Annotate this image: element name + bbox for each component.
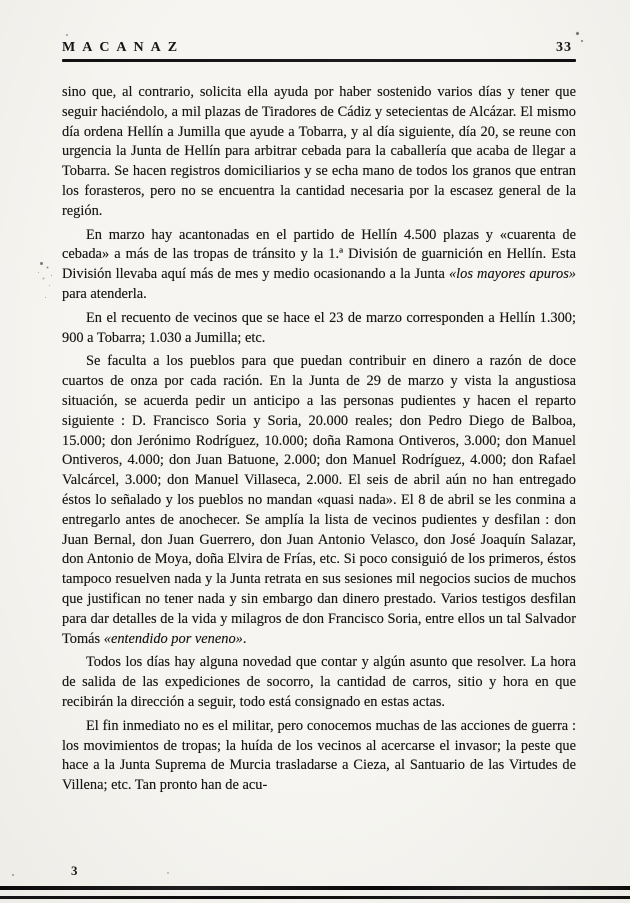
paragraph-1: sino que, al contrario, solicita ella ayuda por haber sostenido varios días y tener que seguir haciéndolo, a mil plazas de Tiradores de Cádiz y setecientas de Alcázar. El mismo día ordena Hellín a Jumilla que ayude a Tobarra, y al día siguiente, día 20, se reune con urgencia la Junta de Hellín para arbitrar cebada para la caballería que acaba de llegar a Tobarra. Se hacen registros domiciliarios y se echa mano de todos los granos que entran los forasteros, pero no se encuentra la cantidad necesaria por la escasez general de la región. — [62, 84, 576, 219]
paragraph-2-text: En marzo hay acantonadas en el partido de Hellín 4.500 plazas y «cuarenta de cebada» a más de las tropas de tránsito y la 1.ª División de guarnición en Hellín. Esta División llevaba aquí más de mes y medio ocasionando a la Junta — [62, 226, 576, 283]
paragraph-5: Todos los días hay alguna novedad que contar y algún asunto que resolver. La hora de salida de las expediciones de socorro, la cantidad de carros, sitio y hora en que recibirán la dirección a seguir, todo está consignado en estas actas. — [62, 654, 576, 710]
paragraph-6: El fin inmediato no es el militar, pero conocemos muchas de las acciones de guerra : los movimientos de tropas; la huída de los vecinos al acercarse el invasor; la peste que hace a la Junta Suprema de Murcia trasladarse a Cieza, al Santuario de las Virtudes de Villena; etc. Tan pronto han de acu- — [62, 717, 576, 794]
header-rule — [62, 59, 576, 62]
page-body — [62, 83, 576, 796]
scan-edge-line-top — [0, 886, 630, 890]
paper-speck — [66, 34, 68, 36]
signature-mark: 3 — [71, 863, 78, 878]
paragraph-2-italic-quote: «los mayores apuros» — [448, 266, 576, 283]
paragraph-4-italic-quote: «entendido por veneno» — [103, 630, 243, 647]
paper-speck — [575, 31, 579, 35]
paper-speck — [167, 872, 169, 874]
running-header — [62, 40, 576, 56]
paragraph-4 — [62, 352, 576, 649]
paragraph-3: En el recuento de vecinos que se hace el 23 de marzo corresponden a Hellín 1.300; 900 a Tobarra; 1.030 a Jumilla; etc. — [62, 309, 576, 346]
header-title: MACANAZ — [62, 40, 185, 55]
paragraph-4-text: Se faculta a los pueblos para que puedan contribuir en dinero a razón de doce cuartos de onza por cada ración. En la Junta de 29 de marzo y vista la angustiosa situación, se acuerda pedir un anticipo a las personas pudientes y hacen el reparto siguiente : D. Francisco Soria y Soria, 20.000 reales; don Pedro Diego de Balboa, 15.000; don Jerónimo Rodríguez, 10.000; doña Ramona Ontiveros, 3.000; don Manuel Ontiveros, 4.000; don Juan Batuone, 2.000; don Manuel Rodríguez, 4.000; don Rafael Valcárcel, 3.000; don Manuel Villaseca, 2.000. El seis de abril aún no han entregado éstos lo señalado y los pueblos no mandan «quasi nada». El 8 de abril se les conmina a entregarlo antes de anochecer. Se amplía la lista de vecinos pudientes y desfilan : don Juan Bernal, don Juan Guerrero, don Juan Antonio Velasco, don José Joaquín Salazar, don Antonio de Moya, doña Elvira de Frías, etc. Si poco consiguió de los primeros, éstos tampoco resuelven nada y la Junta retrata en sus sesiones mil negocios sucios de muchos que justifican no tener nada y sin embargo dan dinero prestado. Varios testigos desfilan para dar detalles de la vida y milagros de don Francisco Soria, entre ellos un tal Salvador Tomás — [62, 353, 576, 647]
paper-speck — [12, 874, 14, 876]
paragraph-2 — [62, 226, 576, 305]
paragraph-2-text-end: para atenderla. — [62, 285, 147, 302]
page-content — [62, 40, 576, 796]
paragraph-4-text-end: . — [242, 630, 247, 647]
ink-smudge — [26, 244, 64, 316]
scan-edge-line-bottom — [0, 896, 630, 899]
page-number: 33 — [556, 40, 572, 55]
paper-speck — [581, 40, 583, 42]
